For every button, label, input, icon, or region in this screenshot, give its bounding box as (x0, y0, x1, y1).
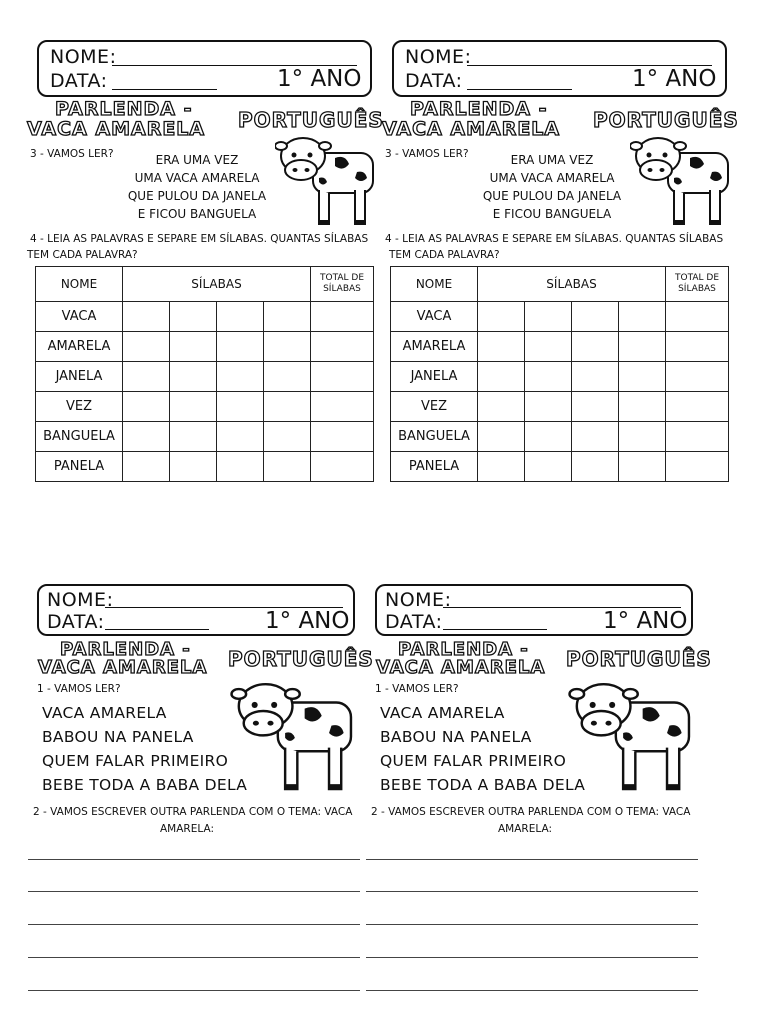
writing-line[interactable] (28, 859, 360, 860)
data-line[interactable] (105, 629, 209, 630)
grade-label: 1° ANO (603, 608, 688, 634)
grade-label: 1° ANO (632, 66, 717, 92)
writing-line[interactable] (28, 957, 360, 958)
poem-text (112, 151, 282, 223)
syllable-table (35, 266, 374, 482)
table-row: PANELA (391, 452, 729, 482)
title-line-2: VACA AMARELA (382, 118, 561, 140)
poem-line: QUE PULOU DA JANELA (127, 189, 267, 203)
worksheet-bottom-left (0, 544, 374, 1024)
data-label: DATA: (405, 70, 463, 92)
poem-line: QUEM FALAR PRIMEIRO (380, 752, 567, 770)
writing-line[interactable] (28, 924, 360, 925)
question-4-text-1: 4 - LEIA AS PALAVRAS E SEPARE EM SÍLABAS. QUANTAS SÍLABAS (30, 233, 369, 245)
poem-text (380, 701, 585, 797)
nome-label: NOME: (405, 46, 472, 68)
data-line[interactable] (112, 89, 217, 90)
question-4-text-2: TEM CADA PALAVRA? (389, 249, 500, 261)
data-label: DATA: (385, 611, 443, 633)
question-3-label: 3 - VAMOS LER? (30, 148, 114, 160)
question-2-text-1: 2 - VAMOS ESCREVER OUTRA PARLENDA COM O TEMA: VACA (33, 806, 353, 818)
table-row: AMARELA (36, 332, 374, 362)
grade-label: 1° ANO (265, 608, 350, 634)
subject-title: PORTUGUÊS (566, 647, 712, 671)
worksheet-bottom-right (338, 544, 712, 1024)
writing-line[interactable] (366, 859, 698, 860)
poem-line: UMA VACA AMARELA (489, 171, 615, 185)
poem-line: UMA VACA AMARELA (134, 171, 260, 185)
question-2-text-2: AMARELA: (498, 823, 552, 835)
nome-label: NOME: (47, 589, 114, 611)
poem-line: BEBE TODA A BABA DELA (42, 776, 248, 794)
writing-line[interactable] (366, 891, 698, 892)
table-row: JANELA (391, 362, 729, 392)
table-row: JANELA (36, 362, 374, 392)
poem-line: VACA AMARELA (380, 704, 505, 722)
table-row: VEZ (36, 392, 374, 422)
title-line-1: PARLENDA - (398, 639, 529, 660)
writing-line[interactable] (366, 957, 698, 958)
title-line-2: VACA AMARELA (376, 657, 546, 678)
title-line-1: PARLENDA - (410, 98, 548, 120)
worksheet-top-left (0, 0, 384, 480)
question-4-text-1: 4 - LEIA AS PALAVRAS E SEPARE EM SÍLABAS. QUANTAS SÍLABAS (385, 233, 724, 245)
table-row: BANGUELA (36, 422, 374, 452)
title-line-1: PARLENDA - (55, 98, 193, 120)
table-row: BANGUELA (391, 422, 729, 452)
question-4-text-2: TEM CADA PALAVRA? (27, 249, 138, 261)
col-nome: NOME (391, 267, 478, 302)
writing-line[interactable] (28, 990, 360, 991)
poem-line: E FICOU BANGUELA (492, 207, 612, 221)
col-total: TOTAL DE SÍLABAS (311, 267, 374, 302)
col-total: TOTAL DE SÍLABAS (666, 267, 729, 302)
poem-line: QUE PULOU DA JANELA (482, 189, 622, 203)
poem-text (42, 701, 247, 797)
poem-line: VACA AMARELA (42, 704, 167, 722)
poem-line: BABOU NA PANELA (42, 728, 194, 746)
nome-label: NOME: (50, 46, 117, 68)
table-row: VACA (36, 302, 374, 332)
col-silabas: SÍLABAS (123, 267, 311, 302)
poem-line: ERA UMA VEZ (510, 153, 594, 167)
question-3-label: 3 - VAMOS LER? (385, 148, 469, 160)
question-2-text-2: AMARELA: (160, 823, 214, 835)
grade-label: 1° ANO (277, 66, 362, 92)
poem-line: E FICOU BANGUELA (137, 207, 257, 221)
cow-illustration-icon (630, 128, 735, 233)
title-line-1: PARLENDA - (60, 639, 191, 660)
question-1-label: 1 - VAMOS LER? (37, 683, 121, 695)
col-silabas: SÍLABAS (478, 267, 666, 302)
header-box (392, 40, 727, 97)
subject-title: PORTUGUÊS (593, 108, 739, 132)
question-1-label: 1 - VAMOS LER? (375, 683, 459, 695)
col-nome: NOME (36, 267, 123, 302)
header-box (37, 584, 355, 636)
poem-line: BABOU NA PANELA (380, 728, 532, 746)
table-row: PANELA (36, 452, 374, 482)
data-label: DATA: (50, 70, 108, 92)
data-line[interactable] (443, 629, 547, 630)
table-row: AMARELA (391, 332, 729, 362)
worksheet-top-right (355, 0, 739, 480)
writing-line[interactable] (366, 990, 698, 991)
header-box (375, 584, 693, 636)
poem-line: BEBE TODA A BABA DELA (380, 776, 586, 794)
writing-line[interactable] (28, 891, 360, 892)
poem-line: QUEM FALAR PRIMEIRO (42, 752, 229, 770)
question-2-text-1: 2 - VAMOS ESCREVER OUTRA PARLENDA COM O TEMA: VACA (371, 806, 691, 818)
poem-line: ERA UMA VEZ (155, 153, 239, 167)
table-row: VEZ (391, 392, 729, 422)
nome-label: NOME: (385, 589, 452, 611)
title-line-2: VACA AMARELA (38, 657, 208, 678)
header-box (37, 40, 372, 97)
syllable-table (390, 266, 729, 482)
writing-line[interactable] (366, 924, 698, 925)
data-line[interactable] (467, 89, 572, 90)
data-label: DATA: (47, 611, 105, 633)
subject-title: PORTUGUÊS (238, 108, 384, 132)
title-line-2: VACA AMARELA (27, 118, 206, 140)
table-row: VACA (391, 302, 729, 332)
cow-illustration-icon (566, 672, 701, 800)
poem-text (467, 151, 637, 223)
subject-title: PORTUGUÊS (228, 647, 374, 671)
